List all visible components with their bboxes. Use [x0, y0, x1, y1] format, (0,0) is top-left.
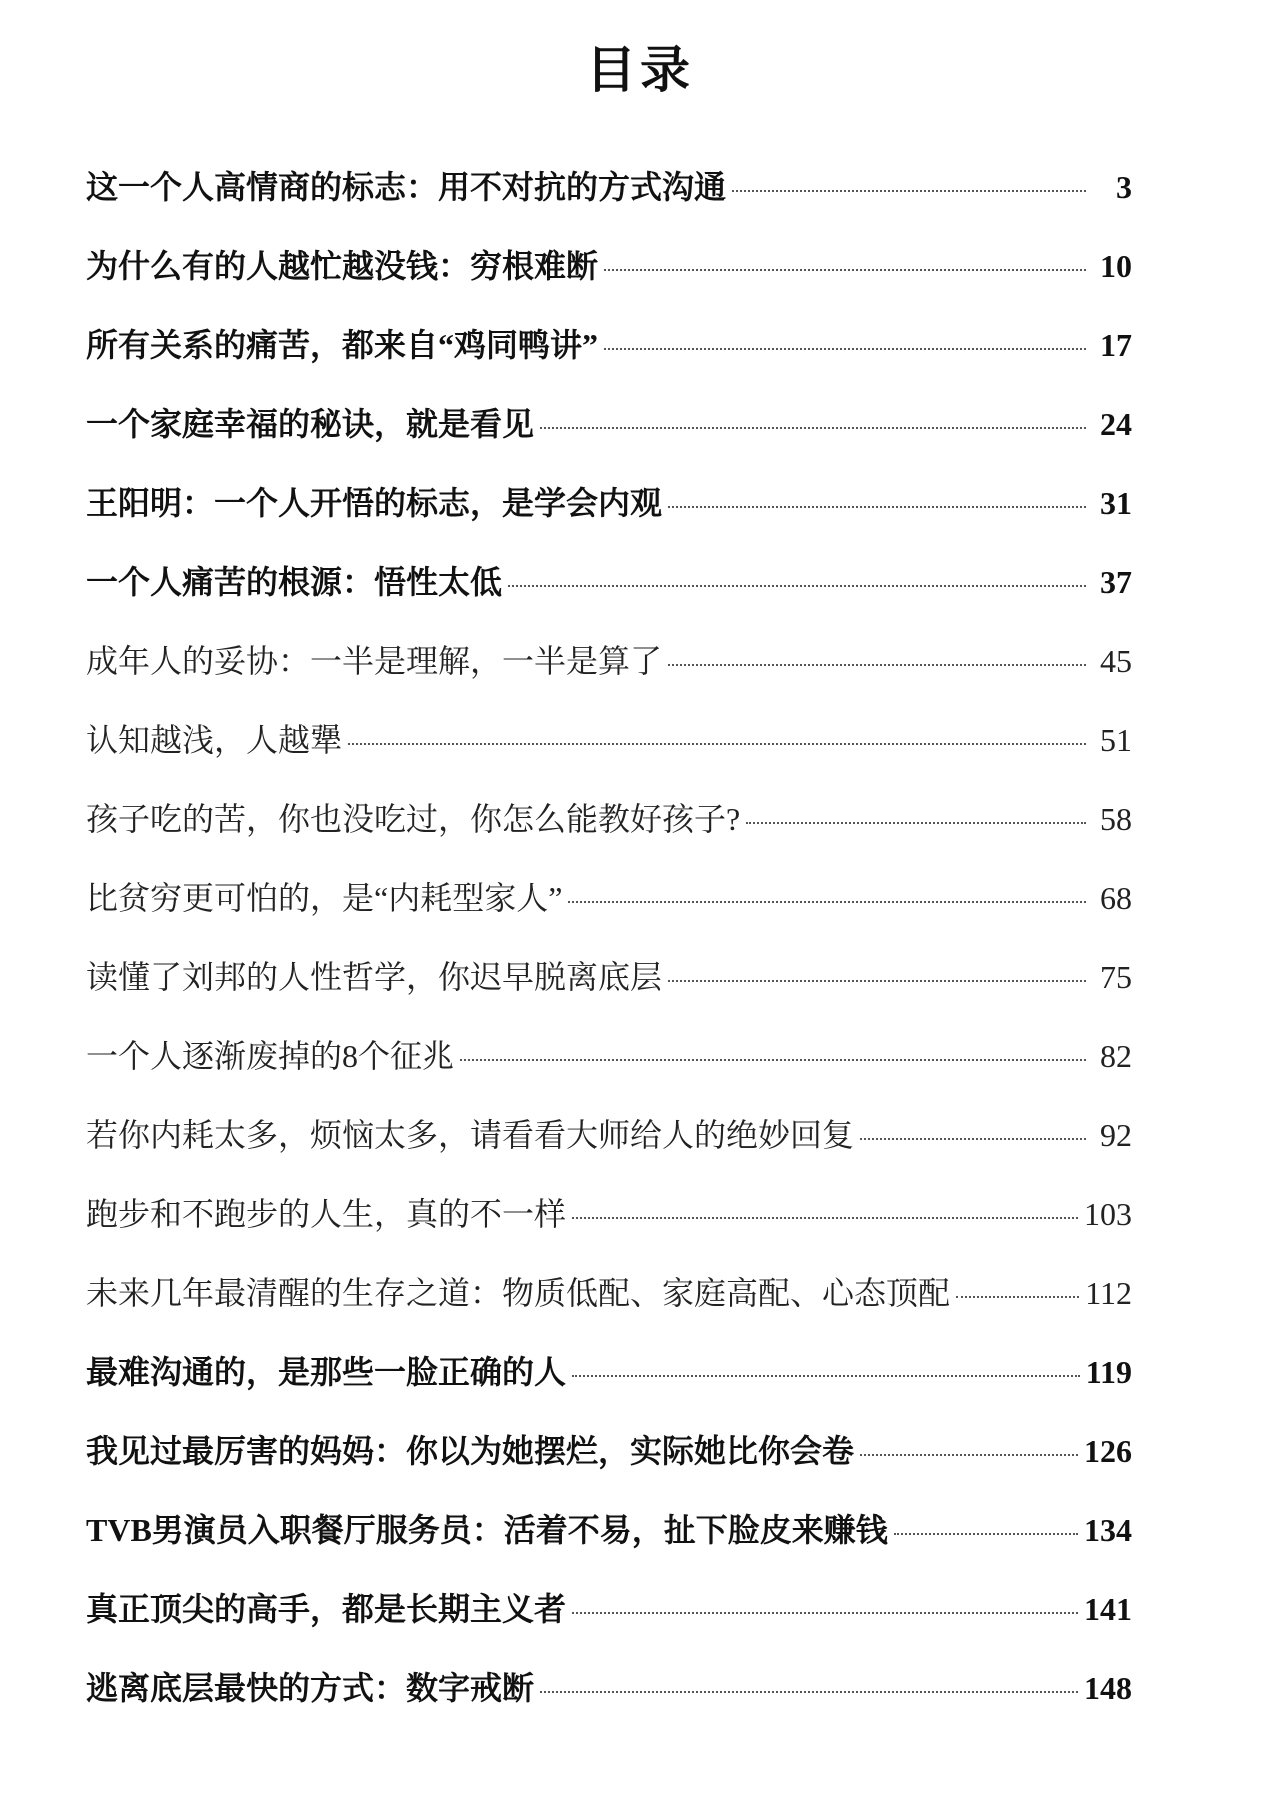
- dot-leader: [460, 1059, 1086, 1061]
- toc-entry[interactable]: [86, 1110, 1132, 1189]
- toc-entry-page-number: 75: [1100, 959, 1132, 995]
- toc-entry[interactable]: [86, 557, 1132, 636]
- toc-entry-title: 比贫穷更可怕的，是“内耗型家人”: [86, 880, 563, 916]
- toc-entry-page-number: 148: [1084, 1670, 1132, 1706]
- toc-entry[interactable]: [86, 715, 1132, 794]
- toc-entry-page-number: 17: [1100, 327, 1132, 363]
- toc-entry-title: 认知越浅，人越犟: [86, 722, 343, 758]
- toc-entry-title: 这一个人高情商的标志：用不对抗的方式沟通: [86, 169, 727, 205]
- toc-entry-title: 最难沟通的，是那些一脸正确的人: [86, 1354, 567, 1390]
- toc-entry-page-number: 51: [1100, 722, 1132, 758]
- toc-entry-title: 孩子吃的苦，你也没吃过，你怎么能教好孩子?: [86, 801, 741, 837]
- table-of-contents: [86, 162, 1132, 1742]
- toc-entry-title: 王阳明：一个人开悟的标志，是学会内观: [86, 485, 663, 521]
- toc-entry-title: 成年人的妥协：一半是理解，一半是算了: [86, 643, 663, 679]
- toc-entry[interactable]: [86, 636, 1132, 715]
- toc-entry[interactable]: [86, 794, 1132, 873]
- toc-entry-title: 为什么有的人越忙越没钱：穷根难断: [86, 248, 599, 284]
- toc-entry-page-number: 45: [1100, 643, 1132, 679]
- toc-entry-page-number: 58: [1100, 801, 1132, 837]
- dot-leader: [956, 1296, 1079, 1298]
- toc-entry-page-number: 126: [1084, 1433, 1132, 1469]
- toc-entry-page-number: 134: [1084, 1512, 1132, 1548]
- toc-entry[interactable]: [86, 320, 1132, 399]
- toc-entry[interactable]: [86, 1347, 1132, 1426]
- toc-entry-title: 跑步和不跑步的人生，真的不一样: [86, 1196, 567, 1232]
- toc-entry-page-number: 112: [1085, 1275, 1132, 1311]
- dot-leader: [572, 1612, 1078, 1614]
- dot-leader: [746, 822, 1086, 824]
- toc-entry[interactable]: [86, 1663, 1132, 1742]
- page-title: 目录: [586, 42, 694, 98]
- toc-entry[interactable]: [86, 1426, 1132, 1505]
- dot-leader: [860, 1454, 1078, 1456]
- toc-entry[interactable]: [86, 478, 1132, 557]
- toc-entry[interactable]: [86, 1031, 1132, 1110]
- toc-entry[interactable]: [86, 1268, 1132, 1347]
- toc-entry[interactable]: [86, 1584, 1132, 1663]
- dot-leader: [604, 348, 1086, 350]
- toc-entry-page-number: 141: [1084, 1591, 1132, 1627]
- toc-entry[interactable]: [86, 162, 1132, 241]
- toc-entry[interactable]: [86, 873, 1132, 952]
- dot-leader: [508, 585, 1086, 587]
- dot-leader: [540, 427, 1086, 429]
- dot-leader: [572, 1217, 1078, 1219]
- dot-leader: [348, 743, 1086, 745]
- dot-leader: [894, 1533, 1078, 1535]
- toc-entry-page-number: 10: [1100, 248, 1132, 284]
- toc-entry-title: 我见过最厉害的妈妈：你以为她摆烂，实际她比你会卷: [86, 1433, 855, 1469]
- toc-entry-page-number: 103: [1084, 1196, 1132, 1232]
- toc-entry-title: 一个家庭幸福的秘诀，就是看见: [86, 406, 535, 442]
- dot-leader: [668, 980, 1086, 982]
- toc-entry[interactable]: [86, 952, 1132, 1031]
- dot-leader: [540, 1691, 1078, 1693]
- toc-entry-page-number: 119: [1085, 1354, 1132, 1390]
- toc-entry-title: 读懂了刘邦的人性哲学，你迟早脱离底层: [86, 959, 663, 995]
- dot-leader: [860, 1138, 1086, 1140]
- toc-entry-page-number: 68: [1100, 880, 1132, 916]
- toc-entry-title: 真正顶尖的高手，都是长期主义者: [86, 1591, 567, 1627]
- toc-entry[interactable]: [86, 1505, 1132, 1584]
- toc-entry-title: 一个人逐渐废掉的8个征兆: [86, 1038, 455, 1074]
- toc-entry-page-number: 82: [1100, 1038, 1132, 1074]
- toc-entry-title: 未来几年最清醒的生存之道：物质低配、家庭高配、心态顶配: [86, 1275, 951, 1311]
- toc-entry[interactable]: [86, 399, 1132, 478]
- toc-entry-page-number: 3: [1116, 169, 1132, 205]
- toc-entry[interactable]: [86, 1189, 1132, 1268]
- toc-entry-title: 若你内耗太多，烦恼太多，请看看大师给人的绝妙回复: [86, 1117, 855, 1153]
- toc-entry-title: 所有关系的痛苦，都来自“鸡同鸭讲”: [86, 327, 599, 363]
- toc-entry-title: 逃离底层最快的方式：数字戒断: [86, 1670, 535, 1706]
- toc-entry-page-number: 31: [1100, 485, 1132, 521]
- toc-entry-title: 一个人痛苦的根源：悟性太低: [86, 564, 503, 600]
- dot-leader: [732, 190, 1086, 192]
- dot-leader: [568, 901, 1086, 903]
- toc-entry-title: TVB男演员入职餐厅服务员：活着不易，扯下脸皮来赚钱: [86, 1512, 888, 1548]
- toc-entry-page-number: 24: [1100, 406, 1132, 442]
- dot-leader: [668, 506, 1086, 508]
- dot-leader: [668, 664, 1086, 666]
- toc-entry[interactable]: [86, 241, 1132, 320]
- dot-leader: [572, 1375, 1080, 1377]
- toc-entry-page-number: 37: [1100, 564, 1132, 600]
- toc-entry-page-number: 92: [1100, 1117, 1132, 1153]
- dot-leader: [604, 269, 1086, 271]
